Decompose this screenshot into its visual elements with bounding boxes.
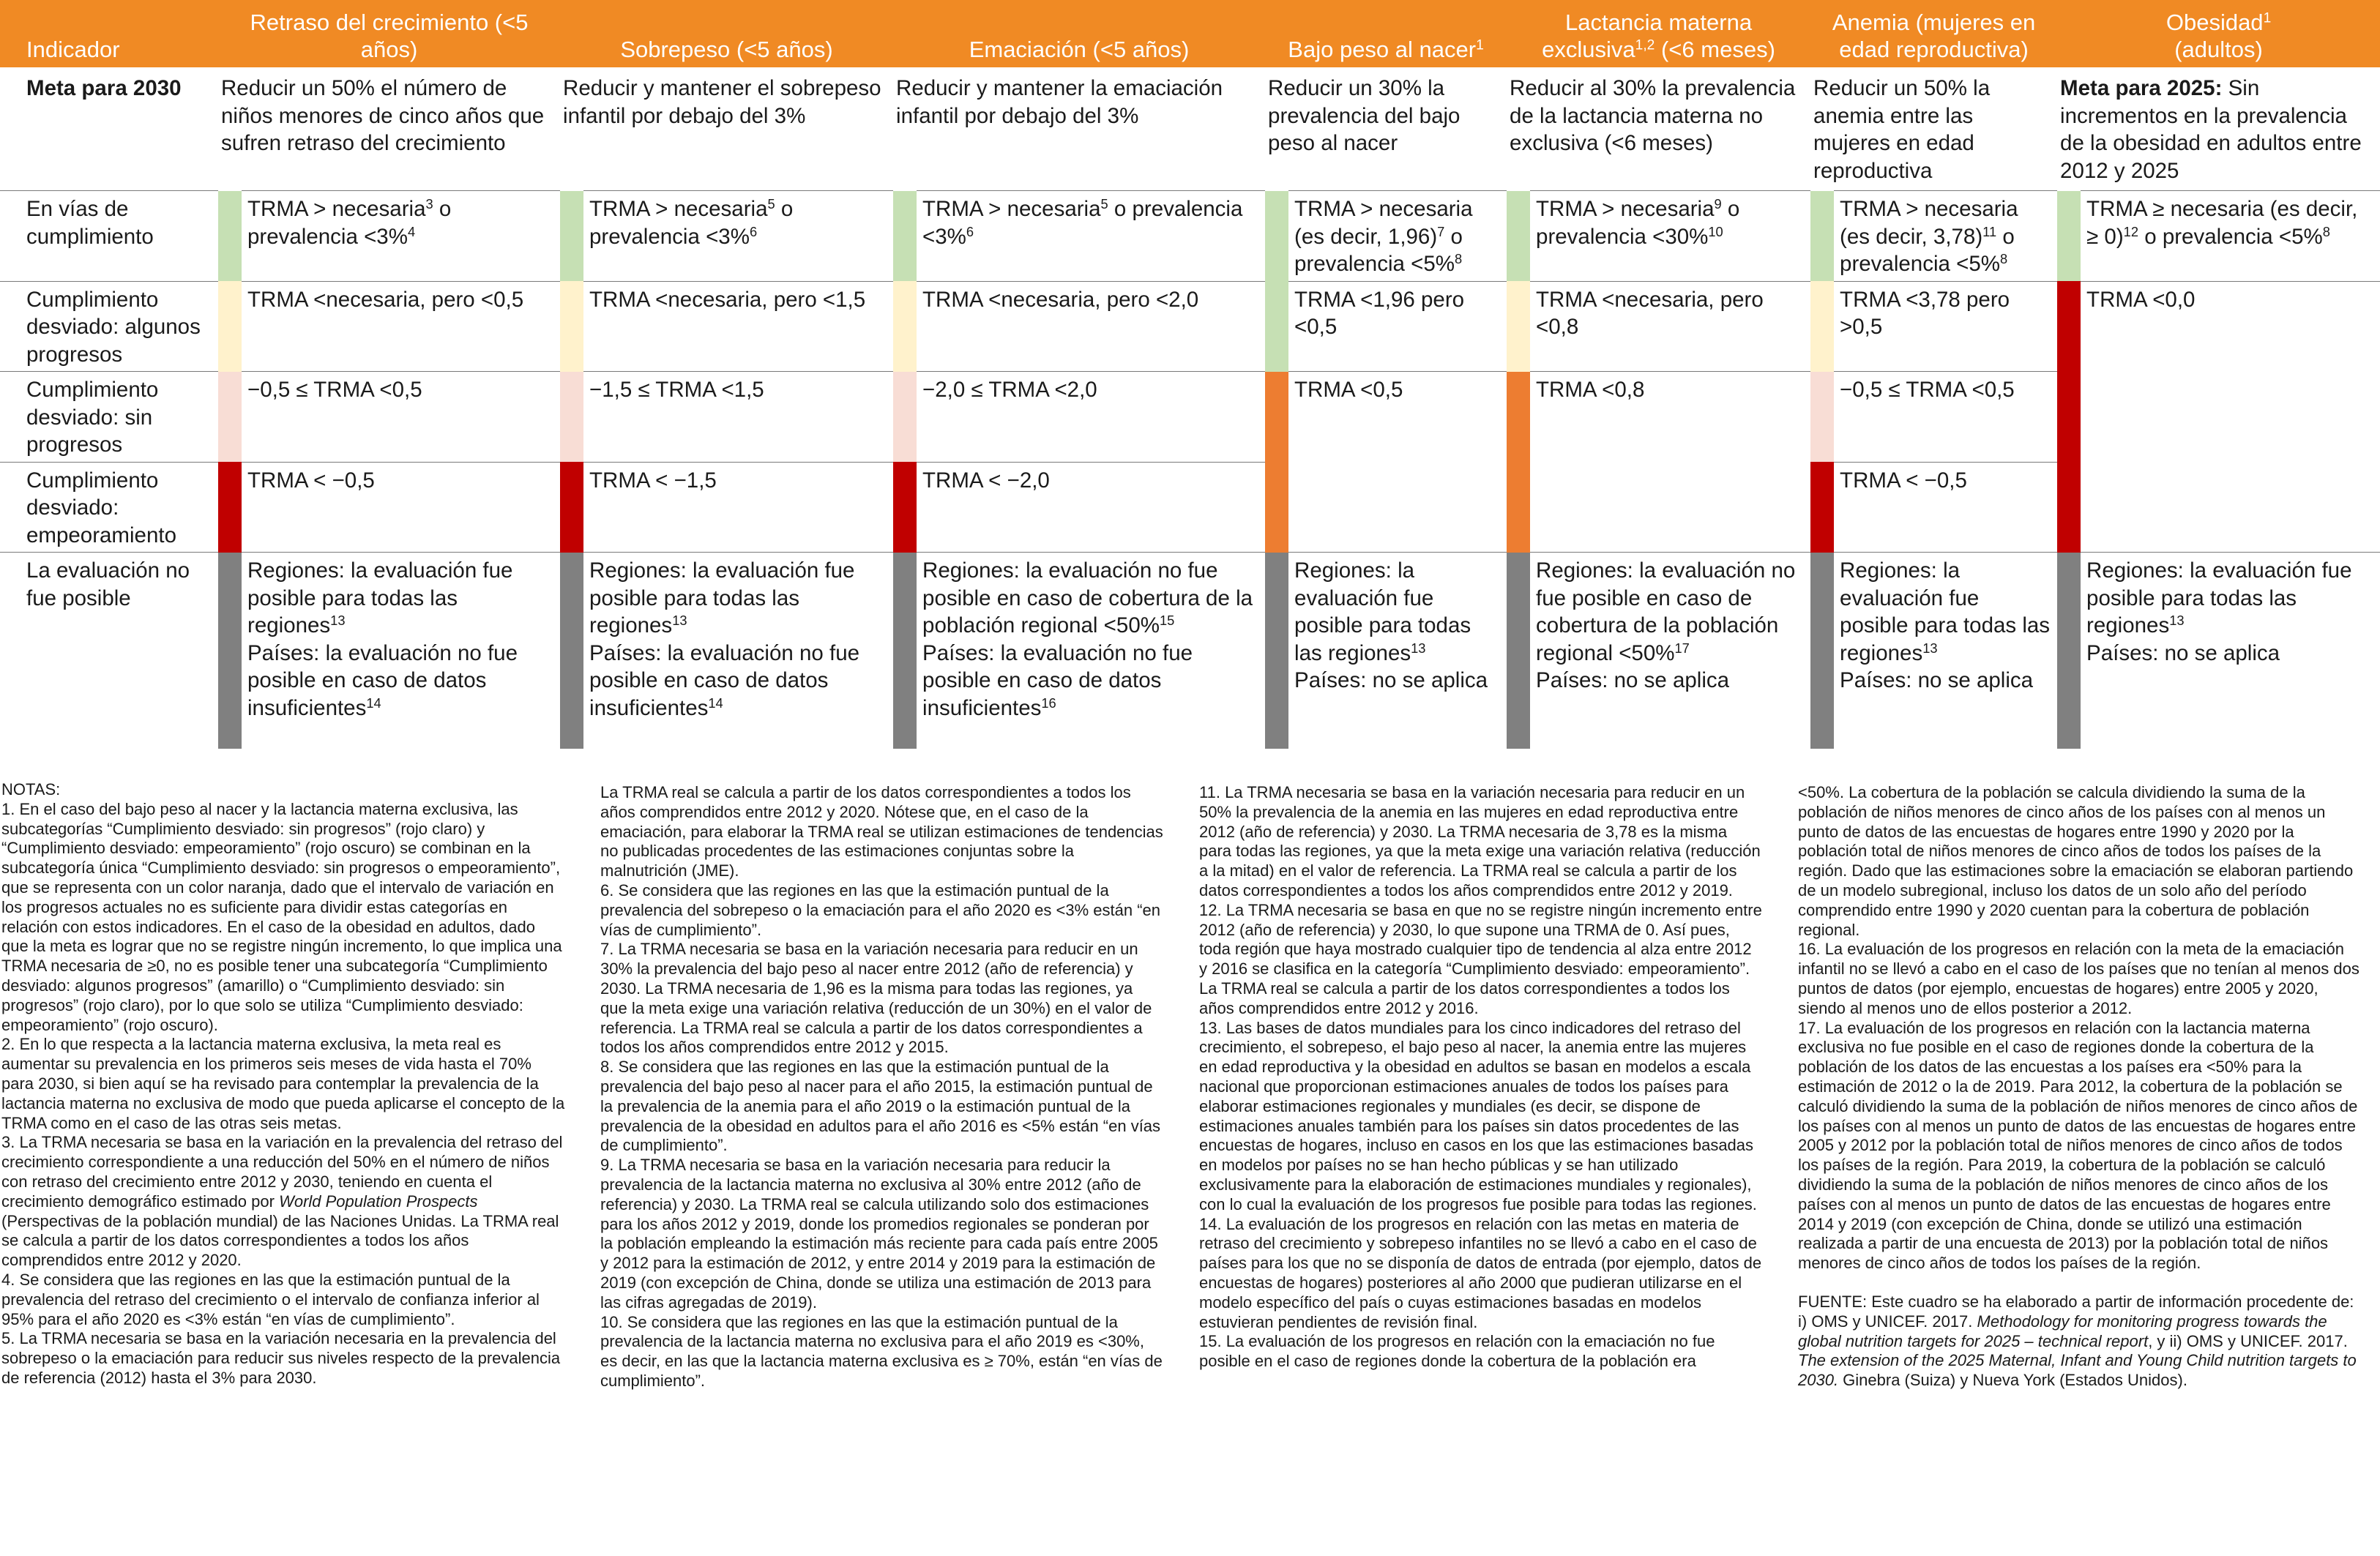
swatch-no-progress xyxy=(1810,372,1834,463)
row-label-target: Meta para 2030 xyxy=(26,76,182,100)
no-progress-low-birthweight: TRMA <0,5 xyxy=(1288,372,1507,553)
swatch-some-progress xyxy=(1507,281,1530,372)
note-13: 13. Las bases de datos mundiales para los cinco indicadores del retraso del crecimiento, el sobrepeso, el bajo peso al nacer, la anemia entre las mujeres en edad reproductiva y la obesidad en adultos se basan en modelos a escala nacional que proporcionan estimaciones anuales de todos los países para elaborar estimaciones regionales y mundiales (es decir, se dispone de estimaciones anuales también para los países sin datos procedentes de las encuestas de hogares, incluso en casos en los que las estimaciones basadas en modelos por países no se han hecho públicas y se han utilizado exclusivamente para la elaboración de estimaciones mundiales y regionales), con lo cual la evaluación de los progresos fue posible para todas las regiones. xyxy=(1199,1018,1757,1213)
note-2: 2. En lo que respecta a la lactancia materna exclusiva, la meta real es aumentar su prevalencia en los primeros seis meses de vida hasta el 70% para 2030, si bien aquí se ha revisado para contemplar la prevalencia de la lactancia materna no exclusiva de modo que pueda aplicarse el concepto de la TRMA como en el caso de las otras seis metas. xyxy=(1,1035,565,1132)
swatch-on-track xyxy=(1265,281,1288,372)
some-progress-wasting: TRMA <necesaria, pero <2,0 xyxy=(917,281,1265,372)
note-11: 11. La TRMA necesaria se basa en la variación necesaria para reducir en un 50% la prevalencia de la anemia en las mujeres en edad reproductiva entre 2012 (año de referencia) y 2030. La TRMA necesaria de 3,78 es la misma para todas las regiones, ya que la meta exige una variación relativa (reducción a la mitad) en el valor de referencia. La TRMA real se calcula a partir de los datos correspondientes a todos los años comprendidos entre 2012 y 2019. xyxy=(1199,783,1761,899)
swatch-no-progress xyxy=(218,372,242,463)
note-16: 16. La evaluación de los progresos en relación con la meta de la emaciación infantil no se llevó a cabo en el caso de los países que no tenían al menos dos puntos de datos (por ejemplo, encuestas de hogares) entre 2005 y 2020, siendo al menos uno de ellos posterior a 2012. xyxy=(1798,940,2360,1017)
note-1: 1. En el caso del bajo peso al nacer y la lactancia materna exclusiva, las subcategorías “Cumplimiento desviado: sin progresos” (rojo claro) y “Cumplimiento desviado: empeoramiento” (rojo oscuro) se combinan en la subcategoría única “Cumplimiento desviado: sin progresos o empeoramiento”, que se representa con un color naranja, dado que el intervalo de variación en los progresos actuales no es suficiente para dividir estas categorías en relación con estos indicadores. En el caso de la obesidad en adultos, dado que la meta es lograr que no se registre ningún incremento, lo que implica una TRMA necesaria de ≥0, no es posible tener una subcategoría “Cumplimiento desviado: algunos progresos” (amarillo) o “Cumplimiento desviado: sin progresos” (rojo claro), por lo que solo se utiliza “Cumplimiento desviado: empeoramiento” (rojo oscuro). xyxy=(1,799,562,1034)
not-possible-low-birthweight: Regiones: la evaluación fue posible para todas las regiones$^{13}$ Países: no se aplica xyxy=(1288,553,1507,749)
note-8: 8. Se considera que las regiones en las que la estimación puntual de la prevalencia del bajo peso al nacer para el año 2015, la estimación puntual de la prevalencia de la anemia para el año 2019 o la estimación puntual de la prevalencia de la obesidad en adultos para el año 2016 es <5% están “en vías de cumplimiento”. xyxy=(600,1058,1161,1155)
no-progress-stunting: −0,5 ≤ TRMA <0,5 xyxy=(242,372,560,463)
swatch-on-track xyxy=(2057,191,2081,282)
row-label-some-progress: Cumplimiento desviado: algunos progresos xyxy=(0,281,218,372)
swatch-on-track xyxy=(218,191,242,282)
notes-column-4 xyxy=(1798,783,2362,1391)
swatch-not-possible xyxy=(1507,553,1530,749)
target-exclusive-breastfeeding: Reducir al 30% la prevalencia de la lactancia materna no exclusiva (<6 meses) xyxy=(1510,76,1796,155)
swatch-not-possible xyxy=(893,553,917,749)
note-6: 6. Se considera que las regiones en las que la estimación puntual de la prevalencia del sobrepeso o la emaciación para el año 2020 es <3% están “en vías de cumplimiento”. xyxy=(600,880,1161,939)
swatch-not-possible xyxy=(1810,553,1834,749)
swatch-worsening xyxy=(218,462,242,553)
some-progress-low-birthweight: TRMA <1,96 pero <0,5 xyxy=(1288,281,1507,372)
on-track-row xyxy=(0,191,2380,282)
note-17: 17. La evaluación de los progresos en relación con la lactancia materna exclusiva no fue posible en el caso de regiones donde la cobertura de la población de los datos de las encuestas a los países era <50% para la estimación de 2012 o la de 2019. Para 2012, la cobertura de la población se calculó dividiendo la suma de la población de niños menores de cinco años de los países con al menos un punto de datos de las encuestas de hogares entre 2005 y 2012 por la población total de niños menores de cinco años de todos los países de la región. Para 2019, la cobertura de la población se calculó dividiendo la suma de la población de niños menores de cinco años de los países con al menos un punto de datos de las encuestas de hogares entre 2014 y 2019 (con excepción de China, donde se utilizó una estimación realizada a partir de una encuesta de 2013) por la población total de niños menores de cinco años de todos los países de la región. xyxy=(1798,1018,2358,1273)
swatch-no-progress xyxy=(560,372,583,463)
swatch-not-possible xyxy=(218,553,242,749)
target-wasting: Reducir y mantener la emaciación infantil por debajo del 3% xyxy=(896,76,1223,128)
worsening-anaemia: TRMA < −0,5 xyxy=(1834,462,2057,553)
worsening-row xyxy=(0,462,2380,553)
note-3: 3. La TRMA necesaria se basa en la variación en la prevalencia del retraso del crecimiento correspondiente a una reducción del 50% en el número de niños con retraso del crecimiento entre 2012 y 2030, teniendo en cuenta el crecimiento demográfico estimado por World Population Prospects (Perspectivas de la población mundial) de las Naciones Unidas. La TRMA real se calcula a partir de los datos correspondientes a todos los años comprendidos entre 2012 y 2020. xyxy=(1,1133,563,1270)
target-stunting: Reducir un 50% el número de niños menores de cinco años que sufren retraso del crecimiento xyxy=(221,76,545,155)
targets-table xyxy=(0,0,2380,749)
on-track-exclusive-breastfeeding: TRMA > necesaria$^9$ o prevalencia <30%$^{10}$ xyxy=(1530,191,1810,282)
swatch-no-progress-or-worsening xyxy=(1265,372,1288,553)
swatch-not-possible xyxy=(1265,553,1288,749)
swatch-on-track xyxy=(1507,191,1530,282)
swatch-some-progress xyxy=(893,281,917,372)
notes-column-3 xyxy=(1199,783,1763,1372)
notes-heading: NOTAS: xyxy=(1,780,61,798)
some-progress-exclusive-breastfeeding: TRMA <necesaria, pero <0,8 xyxy=(1530,281,1810,372)
header-row xyxy=(0,0,2380,67)
swatch-some-progress xyxy=(1810,281,1834,372)
swatch-no-progress-or-worsening xyxy=(1507,372,1530,553)
some-progress-row xyxy=(0,281,2380,372)
swatch-on-track xyxy=(893,191,917,282)
note-7: 7. La TRMA necesaria se basa en la variación necesaria para reducir en un 30% la prevalencia del bajo peso al nacer entre 2012 (año de referencia) y 2030. La TRMA necesaria de 1,96 es la misma para todas las regiones, ya que la meta exige una variación relativa (reducción de un 30%) en el valor de referencia. La TRMA real se calcula a partir de los datos correspondientes a todos los años comprendidos entre 2012 y 2015. xyxy=(600,940,1152,1057)
target-row xyxy=(0,67,2380,191)
swatch-worsening xyxy=(2057,281,2081,553)
worsening-obesity: TRMA <0,0 xyxy=(2081,281,2380,553)
header-stunting: Retraso del crecimiento (<5 años) xyxy=(218,0,560,67)
note-14: 14. La evaluación de los progresos en relación con las metas en materia de retraso del crecimiento y sobrepeso infantiles no se llevó a cabo en el caso de países para los que no se disponía de datos de entrada (por ejemplo, datos de encuestas de hogares) posteriores al año 2000 que pudieran utilizarse en el modelo específico del país o cuyas estimaciones basadas en modelos estuvieran pendientes de revisión final. xyxy=(1199,1214,1762,1331)
worsening-stunting: TRMA < −0,5 xyxy=(242,462,560,553)
note-5: 5. La TRMA necesaria se basa en la variación necesaria en la prevalencia del sobrepeso o la emaciación para reducir sus niveles respecto de la prevalencia de referencia (2012) hasta el 3% para 2030. xyxy=(1,1329,561,1387)
swatch-on-track xyxy=(1265,191,1288,282)
swatch-worsening xyxy=(560,462,583,553)
worsening-wasting: TRMA < −2,0 xyxy=(917,462,1265,553)
header-low-birthweight: Bajo peso al nacer$^1$ xyxy=(1265,0,1507,67)
on-track-low-birthweight: TRMA > necesaria (es decir, 1,96)$^7$ o prevalencia <5%$^8$ xyxy=(1288,191,1507,282)
swatch-worsening xyxy=(893,462,917,553)
worsening-overweight: TRMA < −1,5 xyxy=(583,462,893,553)
some-progress-overweight: TRMA <necesaria, pero <1,5 xyxy=(583,281,893,372)
swatch-not-possible xyxy=(560,553,583,749)
swatch-on-track xyxy=(560,191,583,282)
not-possible-exclusive-breastfeeding: Regiones: la evaluación no fue posible en caso de cobertura de la población regional <50%$^{17}$ Países: no se aplica xyxy=(1530,553,1810,749)
header-overweight: Sobrepeso (<5 años) xyxy=(560,0,893,67)
header-exclusive-breastfeeding: Lactancia materna exclusiva$^{1,2}$ (<6 meses) xyxy=(1507,0,1810,67)
swatch-worsening xyxy=(1810,462,1834,553)
row-label-worsening: Cumplimiento desviado: empeoramiento xyxy=(0,462,218,553)
note-15: 15. La evaluación de los progresos en relación con la emaciación no fue posible en el caso de regiones donde la cobertura de la población era xyxy=(1199,1332,1715,1371)
note-4: 4. Se considera que las regiones en las que la estimación puntual de la prevalencia del retraso del crecimiento o el intervalo de confianza inferior al 95% para el año 2020 es <3% están “en vías de cumplimiento”. xyxy=(1,1270,540,1328)
row-label-not-possible: La evaluación no fue posible xyxy=(0,553,218,749)
notes-column-2 xyxy=(600,783,1164,1391)
header-obesity: Obesidad$^1$ (adultos) xyxy=(2057,0,2380,67)
note-15-continued: <50%. La cobertura de la población se calcula dividiendo la suma de la población de niños menores de cinco años de los países con al menos un punto de datos de las encuestas de hogares entre 1990 y 2020 por la población total de niños menores de cinco años de todos los países de la región. Dado que las estimaciones sobre la emaciación se elaboran partiendo de un modelo subregional, incluso los datos de un solo año del período comprendido entre 1990 y 2020 cuentan para la cobertura de población regional. xyxy=(1798,783,2354,939)
some-progress-stunting: TRMA <necesaria, pero <0,5 xyxy=(242,281,560,372)
row-label-on-track: En vías de cumplimiento xyxy=(0,191,218,282)
swatch-some-progress xyxy=(560,281,583,372)
header-wasting: Emaciación (<5 años) xyxy=(893,0,1265,67)
on-track-anaemia: TRMA > necesaria (es decir, 3,78)$^{11}$ o prevalencia <5%$^8$ xyxy=(1834,191,2057,282)
note-9: 9. La TRMA necesaria se basa en la variación necesaria para reducir la prevalencia de la lactancia materna no exclusiva al 30% entre 2012 (año de referencia) y 2030. La TRMA real se calcula utilizando solo dos estimaciones para los años 2012 y 2019, donde los promedios regionales se ponderan por la población empleando la estimación más reciente para cada país entre 2005 y 2012 para la estimación de 2012, y entre 2014 y 2019 para la estimación de 2019 (con excepción de China, donde se utiliza una estimación de 2013 para las cifras agregadas de 2019). xyxy=(600,1156,1158,1312)
no-progress-row xyxy=(0,372,2380,463)
on-track-overweight: TRMA > necesaria$^5$ o prevalencia <3%$^6$ xyxy=(583,191,893,282)
on-track-obesity: TRMA ≥ necesaria (es decir, ≥ 0)$^{12}$ o prevalencia <5%$^8$ xyxy=(2081,191,2380,282)
no-progress-exclusive-breastfeeding: TRMA <0,8 xyxy=(1530,372,1810,553)
header-anaemia: Anemia (mujeres en edad reproductiva) xyxy=(1810,0,2057,67)
not-possible-anaemia: Regiones: la evaluación fue posible para todas las regiones$^{13}$ Países: no se aplica xyxy=(1834,553,2057,749)
not-possible-row xyxy=(0,553,2380,749)
swatch-not-possible xyxy=(2057,553,2081,749)
no-progress-wasting: −2,0 ≤ TRMA <2,0 xyxy=(917,372,1265,463)
note-5-continued: La TRMA real se calcula a partir de los datos correspondientes a todos los años comprendidos entre 2012 y 2020. Nótese que, en el caso de la emaciación, para elaborar la TRMA real se utilizan estimaciones de tendencias no publicadas procedentes de las estimaciones conjuntas sobre la malnutrición (JME). xyxy=(600,783,1163,880)
header-indicator: Indicador xyxy=(0,0,218,67)
on-track-stunting: TRMA > necesaria$^3$ o prevalencia <3%$^4$ xyxy=(242,191,560,282)
not-possible-stunting: Regiones: la evaluación fue posible para todas las regiones$^{13}$ Países: la evaluación no fue posible en caso de datos insuficientes$^{14}$ xyxy=(242,553,560,749)
row-label-no-progress: Cumplimiento desviado: sin progresos xyxy=(0,372,218,463)
note-12: 12. La TRMA necesaria se basa en que no se registre ningún incremento entre 2012 (año de referencia) y 2030, lo que supone una TRMA de 0. Así pues, toda región que haya mostrado cualquier tipo de tendencia al alza entre 2012 y 2016 se clasifica en la categoría “Cumplimiento desviado: empeoramiento”. La TRMA real se calcula a partir de los datos correspondientes a todos los años comprendidos entre 2012 y 2016. xyxy=(1199,900,1762,1017)
no-progress-anaemia: −0,5 ≤ TRMA <0,5 xyxy=(1834,372,2057,463)
not-possible-obesity: Regiones: la evaluación fue posible para todas las regiones$^{13}$ Países: no se aplica xyxy=(2081,553,2380,749)
note-10: 10. Se considera que las regiones en las que la estimación puntual de la prevalencia de la lactancia materna no exclusiva para el año 2019 es <30%, es decir, en las que la lactancia materna exclusiva es ≥ 70%, están “en vías de cumplimiento”. xyxy=(600,1312,1163,1390)
swatch-on-track xyxy=(1810,191,1834,282)
target-obesity: Meta para 2025: Sin incrementos en la prevalencia de la obesidad en adultos entre 2012 y 2025 xyxy=(2060,76,2362,183)
no-progress-overweight: −1,5 ≤ TRMA <1,5 xyxy=(583,372,893,463)
target-overweight: Reducir y mantener el sobrepeso infantil por debajo del 3% xyxy=(563,76,881,128)
target-anaemia: Reducir un 50% la anemia entre las mujeres en edad reproductiva xyxy=(1813,76,1991,183)
notes-column-1 xyxy=(1,780,565,1388)
on-track-wasting: TRMA > necesaria$^5$ o prevalencia <3%$^6$ xyxy=(917,191,1265,282)
not-possible-overweight: Regiones: la evaluación fue posible para todas las regiones$^{13}$ Países: la evaluación no fue posible en caso de datos insuficientes$^{14}$ xyxy=(583,553,893,749)
swatch-no-progress xyxy=(893,372,917,463)
target-low-birthweight: Reducir un 30% la prevalencia del bajo peso al nacer xyxy=(1268,76,1461,155)
source-note: FUENTE: Este cuadro se ha elaborado a partir de información procedente de: i) OMS y UNICEF. 2017. Methodology for monitoring progress towards the global nutrition targets for 2025 – technical report, y ii) OMS y UNICEF. 2017. The extension of the 2025 Maternal, Infant and Young Child nutrition targets to 2030. Ginebra (Suiza) y Nueva York (Estados Unidos). xyxy=(1798,1292,2357,1390)
swatch-some-progress xyxy=(218,281,242,372)
some-progress-anaemia: TRMA <3,78 pero >0,5 xyxy=(1834,281,2057,372)
not-possible-wasting: Regiones: la evaluación no fue posible en caso de cobertura de la población regional <50%$^{15}$ Países: la evaluación no fue posible en caso de datos insuficientes$^{16}$ xyxy=(917,553,1265,749)
